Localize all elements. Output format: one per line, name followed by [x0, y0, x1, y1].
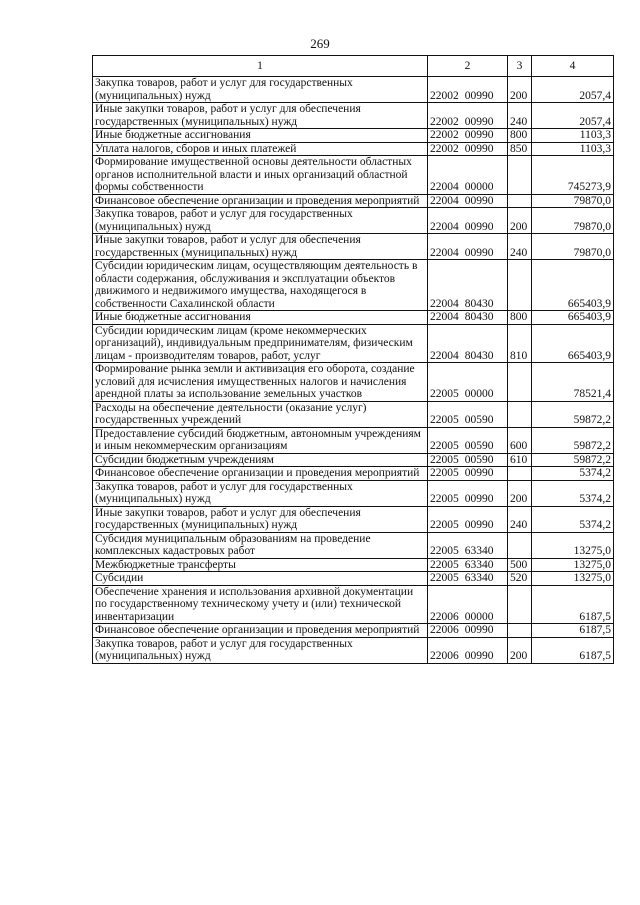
row-amount: 13275,0 — [532, 532, 614, 558]
row-expense-type: 520 — [508, 572, 532, 586]
row-name: Закупка товаров, работ и услуг для государственных (муниципальных) нужд — [93, 637, 428, 663]
row-amount: 78521,4 — [532, 363, 614, 402]
row-expense-type: 610 — [508, 453, 532, 467]
row-name: Субсидии юридическим лицам, осуществляющим деятельность в области содержания, обслуживания и эксплуатации объектов движимого и недвижимого имущества, находящегося в собственности Сахалинской области — [93, 260, 428, 311]
table-row — [93, 77, 614, 103]
page-number: 269 — [310, 36, 330, 51]
row-amount: 5374,2 — [532, 467, 614, 481]
row-code — [428, 77, 508, 103]
row-code-direction: 00990 — [464, 115, 494, 128]
row-expense-type — [508, 532, 532, 558]
row-name: Субсидии бюджетным учреждениям — [93, 453, 428, 467]
row-amount: 6187,5 — [532, 585, 614, 624]
row-code-program: 22006 — [430, 610, 459, 623]
row-expense-type: 200 — [508, 208, 532, 234]
row-amount: 13275,0 — [532, 558, 614, 572]
row-expense-type: 240 — [508, 234, 532, 260]
row-code-program: 22005 — [430, 467, 459, 479]
row-name: Межбюджетные трансферты — [93, 558, 428, 572]
row-amount: 2057,4 — [532, 103, 614, 129]
table-row — [93, 624, 614, 638]
row-code-direction: 00000 — [464, 181, 494, 193]
row-code-program: 22004 — [430, 311, 459, 323]
table-row — [93, 194, 614, 208]
row-code-direction: 00000 — [464, 388, 494, 400]
table-row — [93, 506, 614, 532]
row-code — [428, 401, 508, 427]
row-code — [428, 311, 508, 325]
row-code-direction: 63340 — [464, 545, 494, 557]
row-amount: 6187,5 — [532, 624, 614, 638]
row-code — [428, 558, 508, 572]
row-code-direction: 00590 — [464, 440, 494, 452]
table-row — [93, 558, 614, 572]
row-code — [428, 506, 508, 532]
header-col-2: 2 — [428, 56, 508, 77]
row-code-program: 22002 — [430, 129, 459, 141]
table-row — [93, 467, 614, 481]
row-code-direction: 00990 — [464, 467, 494, 479]
table-row — [93, 585, 614, 624]
row-name: Предоставление субсидий бюджетным, автономным учреждениям и иным некоммерческим организациям — [93, 427, 428, 453]
table-row — [93, 208, 614, 234]
row-code-program: 22005 — [430, 440, 459, 452]
row-expense-type — [508, 363, 532, 402]
row-code-program: 22002 — [430, 89, 459, 102]
row-amount: 6187,5 — [532, 637, 614, 663]
row-code — [428, 129, 508, 143]
row-code-program: 22004 — [430, 349, 459, 362]
row-expense-type — [508, 156, 532, 195]
row-code — [428, 194, 508, 208]
row-expense-type: 810 — [508, 324, 532, 363]
row-code — [428, 427, 508, 453]
row-code-program: 22004 — [430, 194, 459, 207]
table-row — [93, 637, 614, 663]
row-code-direction: 00990 — [464, 650, 494, 662]
row-code — [428, 637, 508, 663]
row-expense-type — [508, 401, 532, 427]
row-expense-type — [508, 624, 532, 638]
row-amount: 665403,9 — [532, 260, 614, 311]
row-name: Обеспечение хранения и использования архивной документации по государственному техническому учету и (или) технической инвентаризации — [93, 585, 428, 624]
table-row — [93, 324, 614, 363]
row-code — [428, 624, 508, 638]
row-code-direction: 00990 — [464, 129, 494, 141]
table-row — [93, 401, 614, 427]
table-row — [93, 129, 614, 143]
row-code-direction: 00990 — [464, 142, 494, 155]
row-expense-type: 600 — [508, 427, 532, 453]
row-code-program: 22005 — [430, 558, 459, 571]
header-col-1: 1 — [93, 56, 428, 77]
row-expense-type — [508, 260, 532, 311]
row-code-program: 22005 — [430, 388, 459, 400]
row-name: Субсидии юридическим лицам (кроме некоммерческих организаций), индивидуальным предпринимателям, физическим лицам - производителям товаров, работ, услуг — [93, 324, 428, 363]
table-row — [93, 532, 614, 558]
row-code-program: 22004 — [430, 181, 459, 193]
row-amount: 79870,0 — [532, 234, 614, 260]
row-expense-type — [508, 585, 532, 624]
row-code — [428, 480, 508, 506]
row-expense-type: 200 — [508, 480, 532, 506]
row-amount: 59872,2 — [532, 401, 614, 427]
row-name: Финансовое обеспечение организации и проведения мероприятий — [93, 194, 428, 208]
row-code — [428, 156, 508, 195]
row-name: Расходы на обеспечение деятельности (оказание услуг) государственных учреждений — [93, 401, 428, 427]
table-row — [93, 142, 614, 156]
table-row — [93, 453, 614, 467]
row-code-program: 22005 — [430, 572, 459, 584]
row-code-direction: 00990 — [464, 519, 494, 531]
row-code — [428, 142, 508, 156]
row-code — [428, 585, 508, 624]
row-code-program: 22006 — [430, 650, 459, 662]
table-row — [93, 260, 614, 311]
row-code — [428, 324, 508, 363]
row-code-direction: 00990 — [464, 493, 494, 505]
row-amount: 79870,0 — [532, 208, 614, 234]
row-name: Закупка товаров, работ и услуг для государственных (муниципальных) нужд — [93, 77, 428, 103]
row-expense-type: 800 — [508, 311, 532, 325]
row-code-direction: 63340 — [464, 558, 494, 571]
row-expense-type: 500 — [508, 558, 532, 572]
row-name: Иные закупки товаров, работ и услуг для обеспечения государственных (муниципальных) нужд — [93, 234, 428, 260]
row-code — [428, 234, 508, 260]
row-code — [428, 260, 508, 311]
row-name: Закупка товаров, работ и услуг для государственных (муниципальных) нужд — [93, 480, 428, 506]
row-code-program: 22004 — [430, 297, 459, 310]
row-code-program: 22005 — [430, 414, 459, 426]
row-name: Иные бюджетные ассигнования — [93, 129, 428, 143]
row-code-direction: 63340 — [464, 572, 494, 584]
row-amount: 59872,2 — [532, 453, 614, 467]
row-expense-type: 240 — [508, 506, 532, 532]
row-code-direction: 00990 — [464, 194, 494, 207]
row-code-program: 22005 — [430, 493, 459, 505]
row-code-program: 22005 — [430, 545, 459, 557]
row-code-program: 22002 — [430, 142, 459, 155]
row-name: Субсидии — [93, 572, 428, 586]
table-header — [93, 56, 614, 77]
table-row — [93, 480, 614, 506]
row-amount: 1103,3 — [532, 142, 614, 156]
row-amount: 79870,0 — [532, 194, 614, 208]
table-row — [93, 363, 614, 402]
row-amount: 745273,9 — [532, 156, 614, 195]
row-name: Формирование рынка земли и активизация его оборота, создание условий для исчисления имущественных налогов и начисления арендной платы за использование земельных участков — [93, 363, 428, 402]
row-code-direction: 80430 — [464, 297, 494, 310]
row-code-direction: 00990 — [464, 624, 494, 636]
row-code-program: 22006 — [430, 624, 459, 636]
row-expense-type: 200 — [508, 77, 532, 103]
row-name: Финансовое обеспечение организации и проведения мероприятий — [93, 624, 428, 638]
row-amount: 2057,4 — [532, 77, 614, 103]
row-code-direction: 00000 — [464, 610, 494, 623]
row-code — [428, 572, 508, 586]
row-expense-type: 850 — [508, 142, 532, 156]
table-row — [93, 572, 614, 586]
row-code — [428, 103, 508, 129]
table-row — [93, 311, 614, 325]
row-amount: 1103,3 — [532, 129, 614, 143]
row-code-direction: 80430 — [464, 311, 494, 323]
row-expense-type: 240 — [508, 103, 532, 129]
row-code-direction: 80430 — [464, 349, 494, 362]
row-code — [428, 467, 508, 481]
row-name: Формирование имущественной основы деятельности областных органов исполнительной власти и иных организаций областной формы собственности — [93, 156, 428, 195]
row-amount: 59872,2 — [532, 427, 614, 453]
row-name: Финансовое обеспечение организации и проведения мероприятий — [93, 467, 428, 481]
table-body — [93, 77, 614, 664]
header-col-3: 3 — [508, 56, 532, 77]
row-code-direction: 00990 — [464, 246, 494, 259]
table-row — [93, 156, 614, 195]
row-name: Уплата налогов, сборов и иных платежей — [93, 142, 428, 156]
row-expense-type: 200 — [508, 637, 532, 663]
row-name: Закупка товаров, работ и услуг для государственных (муниципальных) нужд — [93, 208, 428, 234]
header-col-4: 4 — [532, 56, 614, 77]
row-code-program: 22002 — [430, 115, 459, 128]
row-code-direction: 00590 — [464, 414, 494, 426]
table-row — [93, 234, 614, 260]
table-row — [93, 103, 614, 129]
budget-table — [92, 55, 614, 664]
row-expense-type: 800 — [508, 129, 532, 143]
row-code-direction: 00590 — [464, 453, 494, 466]
row-amount: 13275,0 — [532, 572, 614, 586]
row-amount: 5374,2 — [532, 480, 614, 506]
row-code-direction: 00990 — [464, 220, 494, 233]
row-name: Иные закупки товаров, работ и услуг для обеспечения государственных (муниципальных) нужд — [93, 103, 428, 129]
row-code — [428, 453, 508, 467]
row-code-program: 22005 — [430, 453, 459, 466]
row-code-program: 22005 — [430, 519, 459, 531]
row-code-program: 22004 — [430, 220, 459, 233]
table-row — [93, 427, 614, 453]
row-code-program: 22004 — [430, 246, 459, 259]
row-name: Субсидия муниципальным образованиям на проведение комплексных кадастровых работ — [93, 532, 428, 558]
row-amount: 665403,9 — [532, 324, 614, 363]
row-code — [428, 532, 508, 558]
row-code — [428, 363, 508, 402]
row-name: Иные закупки товаров, работ и услуг для обеспечения государственных (муниципальных) нужд — [93, 506, 428, 532]
row-expense-type — [508, 194, 532, 208]
row-expense-type — [508, 467, 532, 481]
row-code — [428, 208, 508, 234]
row-code-direction: 00990 — [464, 89, 494, 102]
row-name: Иные бюджетные ассигнования — [93, 311, 428, 325]
row-amount: 665403,9 — [532, 311, 614, 325]
row-amount: 5374,2 — [532, 506, 614, 532]
